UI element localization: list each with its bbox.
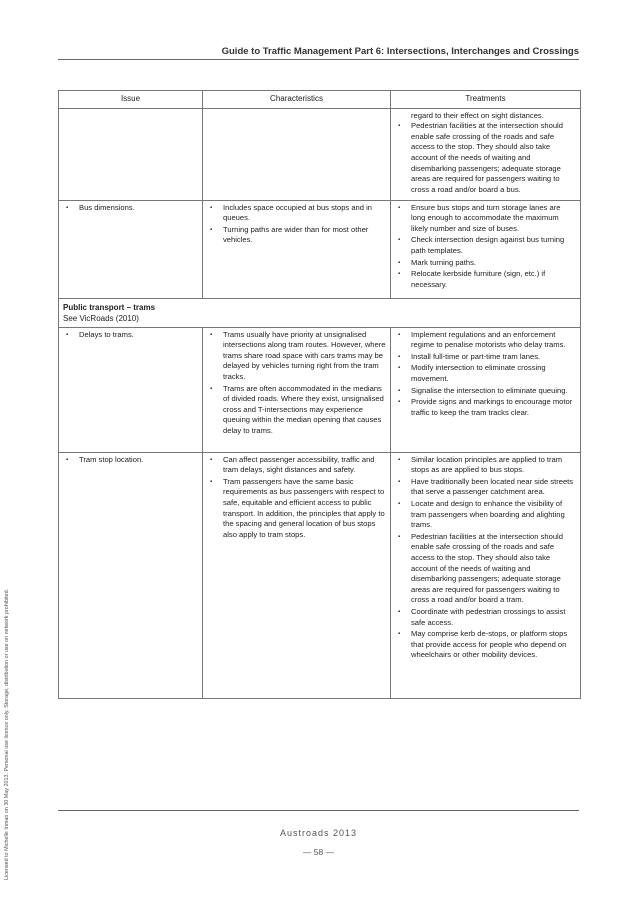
treatment-item: ▪ Install full-time or part-time tram lanes.: [395, 352, 576, 363]
treatments-cell: [391, 452, 581, 698]
page-number: — 58 —: [302, 847, 335, 857]
characteristics-cell: [203, 200, 391, 298]
characteristics-cell: [203, 327, 391, 452]
treatment-item: ▪ Ensure bus stops and turn storage lanes are long enough to accommodate the maximum likely number and size of buses.: [395, 203, 576, 235]
licence-side-note: Licensed to Michelle Inman on 30 May 2013. Personal use licence only. Storage, distribution or use on network prohibited.: [4, 588, 10, 880]
treatment-item: ▪ Locate and design to enhance the visibility of tram passengers when boarding and alighting trams.: [395, 499, 576, 531]
section-heading-cell: [59, 298, 581, 327]
characteristics-cell: [203, 108, 391, 200]
page-header-title: Guide to Traffic Management Part 6: Intersections, Interchanges and Crossings: [221, 46, 579, 57]
treatment-item: ▪ Signalise the intersection to eliminate queuing.: [395, 386, 576, 397]
column-header-treatments: Treatments: [391, 91, 581, 109]
issue-cell: [59, 200, 203, 298]
treatment-continuation: regard to their effect on sight distances.: [411, 110, 544, 120]
issue-item: ▪ Delays to trams.: [63, 330, 198, 341]
characteristic-item: ▪ Tram passengers have the same basic requirements as bus passengers with respect to safe, equitable and efficient access to public transport. In addition, the principles that apply to the spacing and general location of bus stops also apply to tram stops.: [207, 477, 386, 541]
treatment-item: ▪ Pedestrian facilities at the intersection should enable safe crossing of the roads and safe access to the stop. They should also take account of the needs of waiting and disembarking passengers; adequate storage areas are required for passengers waiting to cross a road and/or board a tram.: [395, 532, 576, 606]
table-row: [59, 108, 581, 200]
section-row: [59, 298, 581, 327]
column-header-characteristics: Characteristics: [203, 91, 391, 109]
issue-item: ▪ Bus dimensions.: [63, 203, 198, 214]
treatments-cell: [391, 200, 581, 298]
table-row: [59, 327, 581, 452]
column-header-issue: Issue: [59, 91, 203, 109]
treatment-item: ▪ Similar location principles are applied to tram stops as are applied to bus stops.: [395, 455, 576, 476]
treatment-item: ▪ Have traditionally been located near side streets that serve a passenger catchment area.: [395, 477, 576, 498]
treatment-item: ▪ Check intersection design against bus turning path templates.: [395, 235, 576, 256]
treatment-item: ▪ Provide signs and markings to encourage motor traffic to keep the tram tracks clear.: [395, 397, 576, 418]
issue-cell: [59, 108, 203, 200]
characteristic-item: ▪ Trams are often accommodated in the medians of divided roads. Where they exist, unsignalised cross and T-intersections may experience queuing within the median opening that causes delay to trams.: [207, 384, 386, 437]
treatments-table: [58, 90, 581, 699]
characteristics-cell: [203, 452, 391, 698]
characteristic-item: ▪ Trams usually have priority at unsignalised intersections along tram routes. However, where trams share road space with cars trams may be delayed by vehicles turning right from the tram tracks.: [207, 330, 386, 383]
treatment-item: ▪ Implement regulations and an enforcement regime to penalise motorists who delay trams.: [395, 330, 576, 351]
treatment-item: ▪ Mark turning paths.: [395, 258, 576, 269]
issue-cell: [59, 452, 203, 698]
issue-item: ▪ Tram stop location.: [63, 455, 198, 466]
characteristic-item: ▪ Can affect passenger accessibility, traffic and tram delays, sight distances and safety.: [207, 455, 386, 476]
issue-cell: [59, 327, 203, 452]
characteristic-item: ▪ Includes space occupied at bus stops and in queues.: [207, 203, 386, 224]
treatment-item: ▪ May comprise kerb de-stops, or platform stops that provide access for people who depend on wheelchairs or other mobility devices.: [395, 629, 576, 661]
footer-brand: Austroads 2013: [279, 828, 358, 838]
treatment-item: ▪ Modify intersection to eliminate crossing movement.: [395, 363, 576, 384]
treatment-item: ▪ Pedestrian facilities at the intersection should enable safe crossing of the roads and safe access to the stop. They should also take account of the needs of waiting and disembarking passengers; adequate storage areas are required for passengers waiting to cross a road and/or board a bus.: [395, 121, 576, 195]
table-header-row: [59, 91, 581, 109]
treatment-item: ▪ Relocate kerbside furniture (sign, etc.) if necessary.: [395, 269, 576, 290]
characteristic-item: ▪ Turning paths are wider than for most other vehicles.: [207, 225, 386, 246]
section-subtitle: See VicRoads (2010): [63, 313, 139, 323]
table-row: [59, 200, 581, 298]
treatments-cell: [391, 327, 581, 452]
section-title: Public transport – trams: [63, 302, 156, 312]
treatment-item: ▪ Coordinate with pedestrian crossings to assist safe access.: [395, 607, 576, 628]
footer-divider: [58, 810, 579, 811]
table-row: [59, 452, 581, 698]
treatments-cell: [391, 108, 581, 200]
header-divider: [58, 59, 579, 60]
